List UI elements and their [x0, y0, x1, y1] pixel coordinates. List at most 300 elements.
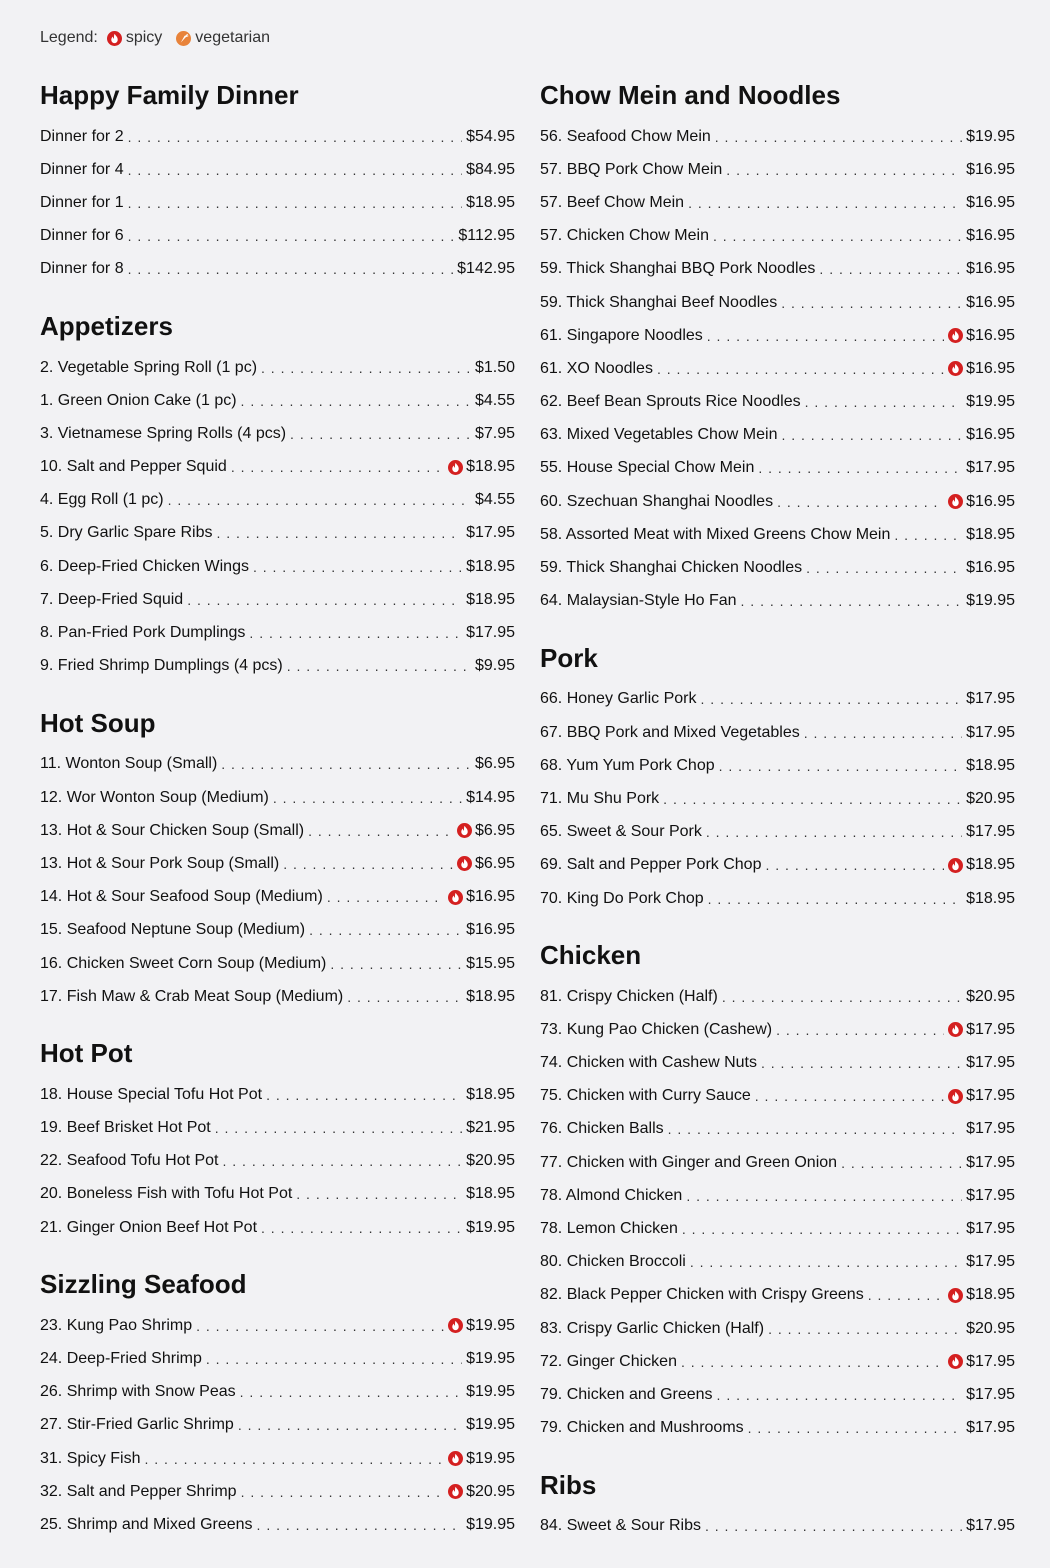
- menu-item: [40, 881, 515, 914]
- dot-leader: [144, 1451, 444, 1467]
- flame-icon: [457, 856, 472, 871]
- spicy-marker: [948, 494, 963, 509]
- dot-leader: [223, 1153, 463, 1169]
- menu-item-name: 1. Green Onion Cake (1 pc): [40, 391, 237, 409]
- dot-leader: [804, 725, 962, 741]
- menu-item-name: 4. Egg Roll (1 pc): [40, 491, 164, 509]
- menu-item-name: Dinner for 8: [40, 260, 124, 278]
- menu-item: [40, 781, 515, 814]
- menu-item-price: $18.95: [466, 987, 515, 1005]
- dot-leader: [806, 560, 962, 576]
- section-title: Appetizers: [40, 310, 173, 341]
- dot-leader: [722, 989, 962, 1005]
- menu-item: [540, 882, 1015, 915]
- dot-leader: [868, 1287, 944, 1303]
- menu-item-price: $20.95: [966, 789, 1015, 807]
- menu-item-price: $18.95: [466, 557, 515, 575]
- menu-item: [540, 352, 1015, 385]
- menu-item-name: 17. Fish Maw & Crab Meat Soup (Medium): [40, 987, 344, 1005]
- dot-leader: [330, 956, 462, 972]
- dot-leader: [668, 1121, 962, 1137]
- menu-item-price: $17.95: [966, 1419, 1015, 1437]
- dot-leader: [748, 1420, 962, 1436]
- dot-leader: [128, 162, 462, 178]
- menu-item-price: $17.95: [966, 1352, 1015, 1370]
- menu-item: [540, 849, 1015, 882]
- menu-item-price: $14.95: [466, 788, 515, 806]
- dot-leader: [705, 1518, 962, 1534]
- menu-item-price: $18.95: [466, 1085, 515, 1103]
- menu-item: [40, 253, 515, 286]
- menu-item: [40, 1409, 515, 1442]
- spicy-marker: [457, 823, 472, 838]
- spicy-marker: [948, 1089, 963, 1104]
- menu-item-price: $54.95: [466, 127, 515, 145]
- menu-item-price: $18.95: [966, 1286, 1015, 1304]
- dot-leader: [231, 459, 444, 475]
- flame-icon: [948, 858, 963, 873]
- menu-item-name: 18. House Special Tofu Hot Pot: [40, 1085, 263, 1103]
- dot-leader: [819, 261, 962, 277]
- menu-item-price: $17.95: [466, 524, 515, 542]
- menu-item-price: $18.95: [466, 458, 515, 476]
- menu-item-name: 65. Sweet & Sour Pork: [540, 823, 702, 841]
- menu-item-price: $19.95: [466, 1383, 515, 1401]
- menu-item: [540, 1179, 1015, 1212]
- dot-leader: [690, 1254, 962, 1270]
- menu-item: [540, 319, 1015, 352]
- spicy-marker: [448, 1484, 463, 1499]
- menu-item: [540, 1312, 1015, 1345]
- menu-item-price: $17.95: [966, 723, 1015, 741]
- menu-item-name: 80. Chicken Broccoli: [540, 1253, 686, 1271]
- menu-item-price: $6.95: [474, 755, 515, 773]
- menu-item-price: $16.95: [966, 293, 1015, 311]
- menu-item: [540, 153, 1015, 186]
- menu-item: [40, 186, 515, 219]
- menu-item-price: $84.95: [466, 160, 515, 178]
- dot-leader: [755, 1088, 944, 1104]
- spicy-marker: [448, 460, 463, 475]
- menu-item-price: $17.95: [966, 690, 1015, 708]
- dot-leader: [261, 360, 471, 376]
- menu-item: [540, 551, 1015, 584]
- menu-item: [540, 980, 1015, 1013]
- dot-leader: [283, 856, 453, 872]
- menu-column-right: [540, 80, 1015, 1568]
- dot-leader: [128, 261, 454, 277]
- menu-item-name: 66. Honey Garlic Pork: [540, 690, 697, 708]
- flame-icon: [948, 1089, 963, 1104]
- menu-section-chicken: [540, 940, 1015, 1445]
- menu-item-price: $19.95: [966, 393, 1015, 411]
- menu-item: [540, 683, 1015, 716]
- menu-section-hot-soup: [40, 708, 515, 1014]
- menu-item: [40, 1342, 515, 1375]
- dot-leader: [781, 295, 962, 311]
- menu-item-price: $19.95: [466, 1416, 515, 1434]
- menu-item-name: 32. Salt and Pepper Shrimp: [40, 1482, 237, 1500]
- dot-leader: [686, 1188, 962, 1204]
- menu-item-name: 63. Mixed Vegetables Chow Mein: [540, 426, 778, 444]
- dot-leader: [761, 1055, 962, 1071]
- menu-item-name: 20. Boneless Fish with Tofu Hot Pot: [40, 1185, 293, 1203]
- menu-item: [40, 1309, 515, 1342]
- menu-item-price: $20.95: [466, 1152, 515, 1170]
- menu-item-price: $142.95: [457, 260, 515, 278]
- dot-leader: [741, 593, 963, 609]
- menu-item-name: 10. Salt and Pepper Squid: [40, 458, 227, 476]
- dot-leader: [894, 527, 962, 543]
- section-title: Chow Mein and Noodles: [540, 80, 841, 110]
- menu-item-price: $16.95: [466, 888, 515, 906]
- menu-item-name: 61. Singapore Noodles: [540, 326, 703, 344]
- dot-leader: [261, 1220, 462, 1236]
- menu-section-appetizers: [40, 311, 515, 683]
- menu-item: [40, 417, 515, 450]
- menu-item: [40, 351, 515, 384]
- menu-item: [40, 153, 515, 186]
- menu-item-name: 31. Spicy Fish: [40, 1449, 141, 1467]
- menu-item: [540, 1246, 1015, 1279]
- menu-item-price: $17.95: [966, 1517, 1015, 1535]
- menu-item-price: $18.95: [466, 193, 515, 211]
- menu-item: [40, 914, 515, 947]
- menu-item-name: 11. Wonton Soup (Small): [40, 755, 218, 773]
- dot-leader: [758, 460, 962, 476]
- menu-item: [40, 1078, 515, 1111]
- dot-leader: [308, 823, 453, 839]
- flame-icon: [948, 494, 963, 509]
- legend-item-vegetarian: [176, 29, 270, 47]
- menu-item-name: 22. Seafood Tofu Hot Pot: [40, 1152, 219, 1170]
- menu-item: [40, 980, 515, 1013]
- section-title: Pork: [540, 642, 598, 673]
- menu-item: [540, 782, 1015, 815]
- menu-item: [40, 1178, 515, 1211]
- flame-icon: [448, 1484, 463, 1499]
- menu-item-name: 13. Hot & Sour Chicken Soup (Small): [40, 821, 305, 839]
- menu-item-name: 76. Chicken Balls: [540, 1120, 664, 1138]
- dot-leader: [708, 891, 962, 907]
- dot-leader: [196, 1318, 444, 1334]
- flame-icon: [948, 328, 963, 343]
- section-title: Ribs: [540, 1469, 597, 1500]
- menu-item-name: Dinner for 4: [40, 160, 124, 178]
- menu-item-price: $19.95: [466, 1515, 515, 1533]
- menu-item: [540, 253, 1015, 286]
- dot-leader: [206, 1351, 462, 1367]
- menu-item-name: 70. King Do Pork Chop: [540, 889, 704, 907]
- menu-item: [540, 1412, 1015, 1445]
- dot-leader: [287, 658, 471, 674]
- menu-item-price: $16.95: [966, 559, 1015, 577]
- menu-item-price: $16.95: [966, 160, 1015, 178]
- menu-item: [540, 1113, 1015, 1146]
- menu-item-price: $19.95: [466, 1449, 515, 1467]
- menu-item: [40, 451, 515, 484]
- menu-item-price: $1.50: [474, 358, 515, 376]
- menu-section-happy-family-dinner: [40, 80, 515, 286]
- menu-item-name: Dinner for 6: [40, 227, 124, 245]
- dot-leader: [249, 625, 462, 641]
- menu-item: [40, 120, 515, 153]
- menu-item-name: 61. XO Noodles: [540, 359, 653, 377]
- dot-leader: [777, 494, 944, 510]
- dot-leader: [296, 1186, 462, 1202]
- menu-item-name: Dinner for 2: [40, 127, 124, 145]
- dot-leader: [240, 1384, 462, 1400]
- dot-leader: [290, 426, 471, 442]
- section-title: Chicken: [540, 940, 642, 971]
- dot-leader: [253, 559, 462, 575]
- spicy-marker: [457, 856, 472, 871]
- menu-section-ribs: [540, 1470, 1015, 1543]
- dot-leader: [707, 328, 944, 344]
- legend-label: Legend:: [40, 29, 98, 46]
- menu-item-price: $16.95: [966, 260, 1015, 278]
- menu-item-name: 2. Vegetable Spring Roll (1 pc): [40, 358, 258, 376]
- menu-item-name: 57. Beef Chow Mein: [540, 193, 685, 211]
- section-title: Happy Family Dinner: [40, 80, 299, 110]
- menu-item-name: 6. Deep-Fried Chicken Wings: [40, 557, 249, 575]
- menu-item: [40, 1112, 515, 1145]
- menu-item-price: $16.95: [466, 921, 515, 939]
- menu-item: [40, 616, 515, 649]
- menu-item: [540, 1378, 1015, 1411]
- menu-item-name: 57. Chicken Chow Mein: [540, 227, 709, 245]
- menu-item-name: 84. Sweet & Sour Ribs: [540, 1517, 701, 1535]
- dot-leader: [688, 195, 962, 211]
- flame-icon: [948, 1022, 963, 1037]
- carrot-icon: [176, 31, 191, 46]
- dot-leader: [327, 889, 444, 905]
- dot-leader: [701, 691, 963, 707]
- menu-item: [540, 1345, 1015, 1378]
- menu-item-name: 68. Yum Yum Pork Chop: [540, 756, 715, 774]
- spicy-marker: [948, 1354, 963, 1369]
- menu-item-name: 12. Wor Wonton Soup (Medium): [40, 788, 269, 806]
- menu-item-price: $4.55: [474, 391, 515, 409]
- menu-item-name: 83. Crispy Garlic Chicken (Half): [540, 1319, 765, 1337]
- menu-item-name: 59. Thick Shanghai Chicken Noodles: [540, 559, 803, 577]
- menu-item-price: $19.95: [466, 1350, 515, 1368]
- menu-item: [540, 419, 1015, 452]
- menu-item-name: 57. BBQ Pork Chow Mein: [540, 160, 723, 178]
- menu-item: [40, 220, 515, 253]
- menu-item-name: 82. Black Pepper Chicken with Crispy Greens: [540, 1286, 864, 1304]
- spicy-marker: [448, 1318, 463, 1333]
- menu-item: [40, 1508, 515, 1541]
- dot-leader: [768, 1321, 962, 1337]
- spicy-marker: [448, 1451, 463, 1466]
- menu-item-price: $16.95: [966, 326, 1015, 344]
- menu-item-price: $19.95: [966, 592, 1015, 610]
- dot-leader: [805, 394, 962, 410]
- legend-vegetarian-label: vegetarian: [195, 29, 271, 46]
- menu-item-name: 79. Chicken and Mushrooms: [540, 1419, 744, 1437]
- menu-item: [40, 1211, 515, 1244]
- menu-item-name: 24. Deep-Fried Shrimp: [40, 1350, 202, 1368]
- menu-item-price: $18.95: [466, 590, 515, 608]
- menu-item-name: 78. Almond Chicken: [540, 1186, 683, 1204]
- section-title: Hot Pot: [40, 1038, 133, 1069]
- dot-leader: [187, 592, 462, 608]
- dot-leader: [128, 195, 462, 211]
- dot-leader: [168, 492, 471, 508]
- menu-item-name: 77. Chicken with Ginger and Green Onion: [540, 1153, 838, 1171]
- menu-item: [40, 517, 515, 550]
- menu-item-name: 8. Pan-Fried Pork Dumplings: [40, 624, 246, 642]
- flame-icon: [948, 1288, 963, 1303]
- menu-item-price: $21.95: [466, 1119, 515, 1137]
- menu-item-price: $4.55: [474, 491, 515, 509]
- menu-item-name: 26. Shrimp with Snow Peas: [40, 1383, 236, 1401]
- dot-leader: [128, 129, 462, 145]
- menu-item-price: $17.95: [966, 1020, 1015, 1038]
- menu-item-name: 64. Malaysian-Style Ho Fan: [540, 592, 737, 610]
- menu-item-name: 56. Seafood Chow Mein: [540, 127, 711, 145]
- menu-item-name: Dinner for 1: [40, 193, 124, 211]
- menu-item: [40, 947, 515, 980]
- dot-leader: [241, 393, 471, 409]
- dot-leader: [657, 361, 944, 377]
- menu-item-name: 79. Chicken and Greens: [540, 1385, 713, 1403]
- menu-item: [540, 1146, 1015, 1179]
- dot-leader: [682, 1221, 962, 1237]
- flame-icon: [448, 460, 463, 475]
- menu-item: [40, 847, 515, 880]
- menu-item: [540, 1047, 1015, 1080]
- menu-item-price: $18.95: [466, 1185, 515, 1203]
- section-title: Sizzling Seafood: [40, 1269, 247, 1300]
- spicy-marker: [948, 858, 963, 873]
- menu-item-name: 15. Seafood Neptune Soup (Medium): [40, 921, 306, 939]
- dot-leader: [238, 1417, 462, 1433]
- dot-leader: [663, 791, 962, 807]
- section-title: Hot Soup: [40, 707, 156, 738]
- menu-item-name: 3. Vietnamese Spring Rolls (4 pcs): [40, 424, 287, 442]
- menu-item: [540, 286, 1015, 319]
- menu-item-name: 7. Deep-Fried Squid: [40, 590, 184, 608]
- menu-item-name: 58. Assorted Meat with Mixed Greens Chow Mein: [540, 525, 891, 543]
- dot-leader: [726, 162, 962, 178]
- menu-item-name: 21. Ginger Onion Beef Hot Pot: [40, 1218, 258, 1236]
- dot-leader: [715, 129, 962, 145]
- menu-item-name: 71. Mu Shu Pork: [540, 789, 660, 807]
- menu-item-name: 5. Dry Garlic Spare Ribs: [40, 524, 213, 542]
- menu-item-price: $17.95: [966, 1253, 1015, 1271]
- menu-item: [540, 1080, 1015, 1113]
- menu-item-name: 9. Fried Shrimp Dumplings (4 pcs): [40, 657, 283, 675]
- menu-item-name: 25. Shrimp and Mixed Greens: [40, 1515, 253, 1533]
- spicy-marker: [948, 328, 963, 343]
- menu-item-price: $15.95: [466, 954, 515, 972]
- menu-item-price: $19.95: [466, 1218, 515, 1236]
- menu-item-price: $7.95: [474, 424, 515, 442]
- menu-item-name: 16. Chicken Sweet Corn Soup (Medium): [40, 954, 327, 972]
- legend-spicy-label: spicy: [125, 29, 163, 46]
- menu-item: [540, 452, 1015, 485]
- menu-item-price: $16.95: [966, 227, 1015, 245]
- menu-item-name: 27. Stir-Fried Garlic Shrimp: [40, 1416, 234, 1434]
- menu-item-name: 62. Beef Bean Sprouts Rice Noodles: [540, 393, 801, 411]
- menu-item: [40, 1475, 515, 1508]
- menu-item-name: 81. Crispy Chicken (Half): [540, 987, 718, 1005]
- spicy-marker: [948, 361, 963, 376]
- dot-leader: [215, 1120, 462, 1136]
- menu-item-name: 67. BBQ Pork and Mixed Vegetables: [540, 723, 800, 741]
- menu-item: [40, 1376, 515, 1409]
- menu-item-name: 13. Hot & Sour Pork Soup (Small): [40, 854, 280, 872]
- menu-item: [40, 384, 515, 417]
- menu-item-name: 69. Salt and Pepper Pork Chop: [540, 856, 762, 874]
- menu-item-name: 78. Lemon Chicken: [540, 1220, 678, 1238]
- menu-item-price: $17.95: [966, 823, 1015, 841]
- menu-item: [540, 1013, 1015, 1046]
- menu-item-price: $17.95: [466, 624, 515, 642]
- dot-leader: [309, 922, 462, 938]
- menu-item: [540, 186, 1015, 219]
- menu-item-price: $19.95: [466, 1316, 515, 1334]
- menu-item-price: $16.95: [966, 193, 1015, 211]
- menu-section-chow-mein-and-noodles: [540, 80, 1015, 618]
- menu-item-name: 74. Chicken with Cashew Nuts: [540, 1054, 757, 1072]
- menu-section-hot-pot: [40, 1038, 515, 1244]
- menu-item-price: $17.95: [966, 1153, 1015, 1171]
- dot-leader: [706, 824, 962, 840]
- menu-column-left: [40, 80, 515, 1567]
- menu-item-price: $112.95: [458, 227, 515, 245]
- menu-section-pork: [540, 643, 1015, 915]
- menu-item-name: 19. Beef Brisket Hot Pot: [40, 1119, 211, 1137]
- dot-leader: [217, 525, 463, 541]
- menu-item: [540, 485, 1015, 518]
- flame-icon: [448, 890, 463, 905]
- menu-item: [540, 120, 1015, 153]
- dot-leader: [266, 1087, 462, 1103]
- menu-item-price: $20.95: [466, 1482, 515, 1500]
- menu-item-price: $18.95: [966, 756, 1015, 774]
- menu-item: [540, 1279, 1015, 1312]
- menu-item: [540, 518, 1015, 551]
- menu-item: [40, 1145, 515, 1178]
- dot-leader: [765, 857, 944, 873]
- menu-item-price: $6.95: [474, 854, 515, 872]
- menu-item: [540, 749, 1015, 782]
- menu-item: [540, 386, 1015, 419]
- menu-item-price: $18.95: [966, 525, 1015, 543]
- legend-item-spicy: [107, 29, 162, 47]
- menu-item-price: $17.95: [966, 1087, 1015, 1105]
- dot-leader: [719, 758, 962, 774]
- menu-item: [40, 583, 515, 616]
- menu-item-price: $20.95: [966, 987, 1015, 1005]
- menu-item-price: $17.95: [966, 459, 1015, 477]
- legend: [40, 29, 284, 47]
- dot-leader: [717, 1387, 963, 1403]
- menu-section-sizzling-seafood: [40, 1269, 515, 1541]
- menu-item: [540, 716, 1015, 749]
- menu-item-price: $6.95: [474, 821, 515, 839]
- menu-item-price: $16.95: [966, 426, 1015, 444]
- dot-leader: [781, 427, 962, 443]
- flame-icon: [948, 1354, 963, 1369]
- menu-item-price: $18.95: [966, 889, 1015, 907]
- menu-item-name: 73. Kung Pao Chicken (Cashew): [540, 1020, 773, 1038]
- menu-item: [40, 550, 515, 583]
- spicy-marker: [448, 890, 463, 905]
